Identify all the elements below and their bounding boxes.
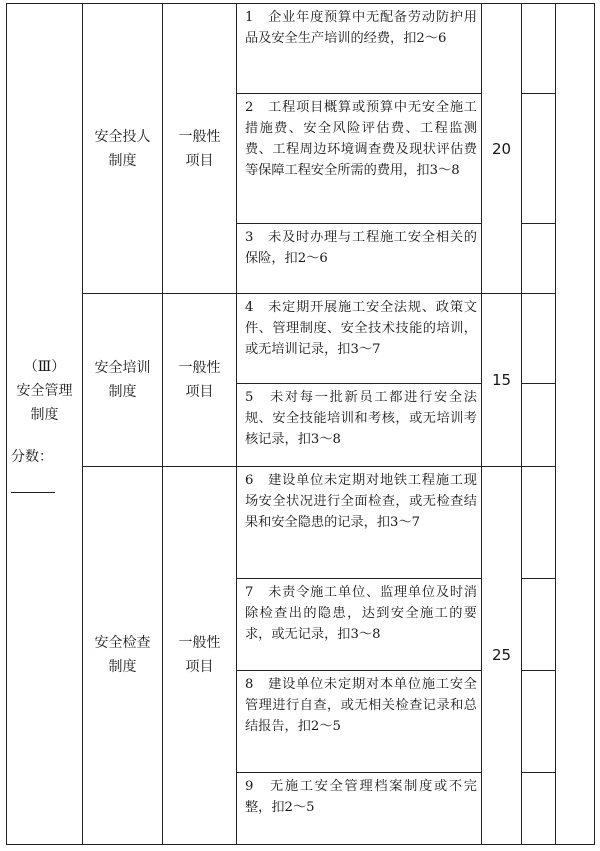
score-entry-cell[interactable] xyxy=(522,384,556,466)
category-name: 安全管理 制度 xyxy=(16,383,73,423)
score-entry-cell[interactable] xyxy=(522,294,556,384)
score-entry-cell[interactable] xyxy=(522,4,556,94)
score-entry-cell[interactable] xyxy=(522,670,556,772)
score-label: 分数： xyxy=(11,449,53,465)
score-entry-cell[interactable] xyxy=(522,772,556,844)
item-cell: 6 建设单位未定期对地铁工程施工现场安全状况进行全面检查，或无检查结果和安全隐患的记录，扣3～7 xyxy=(237,466,482,578)
group-type-cell: 一般性 项目 xyxy=(163,294,237,466)
category-cell xyxy=(7,4,83,845)
table-row xyxy=(7,294,595,384)
group-points-cell: 15 xyxy=(482,294,522,466)
item-cell: 5 未对每一批新员工都进行安全法规、安全技能培训和考核，或无培训考核记录，扣3～8 xyxy=(237,384,482,466)
group-type-cell: 一般性 项目 xyxy=(163,4,237,294)
score-entry-cell[interactable] xyxy=(522,578,556,670)
group-name-cell: 安全培训 制度 xyxy=(83,294,163,466)
group-type-cell: 一般性 项目 xyxy=(163,466,237,845)
group-name-cell: 安全投人 制度 xyxy=(83,4,163,294)
table-row xyxy=(7,466,595,578)
group-points-cell: 20 xyxy=(482,4,522,294)
category-score xyxy=(7,445,82,493)
item-cell: 1 企业年度预算中无配备劳动防护用品及安全生产培训的经费，扣2～6 xyxy=(237,4,482,94)
score-blank-line[interactable] xyxy=(11,476,55,493)
item-cell: 3 未及时办理与工程施工安全相关的保险，扣2～6 xyxy=(237,224,482,294)
category-roman: （Ⅲ） xyxy=(23,359,66,375)
safety-management-score-table xyxy=(6,3,595,845)
group-name-cell: 安全检查 制度 xyxy=(83,466,163,845)
score-entry-cell[interactable] xyxy=(522,466,556,578)
item-cell: 9 无施工安全管理档案制度或不完整，扣2～5 xyxy=(237,772,482,844)
item-cell: 8 建设单位未定期对本单位施工安全管理进行自查，或无相关检查记录和总结报告，扣2～5 xyxy=(237,670,482,772)
remark-column-cell[interactable] xyxy=(556,4,595,845)
score-entry-cell[interactable] xyxy=(522,94,556,224)
score-entry-cell[interactable] xyxy=(522,224,556,294)
item-cell: 4 未定期开展施工安全法规、政策文件、管理制度、安全技术技能的培训，或无培训记录，扣3～7 xyxy=(237,294,482,384)
item-cell: 2 工程项目概算或预算中无安全施工措施费、安全风险评估费、工程监测费、工程周边环境调查费及现状评估费等保障工程安全所需的费用，扣3～8 xyxy=(237,94,482,224)
item-cell: 7 未责令施工单位、监理单位及时消除检查出的隐患，达到安全施工的要求，或无记录，扣3～8 xyxy=(237,578,482,670)
group-points-cell: 25 xyxy=(482,466,522,845)
table-row xyxy=(7,4,595,94)
